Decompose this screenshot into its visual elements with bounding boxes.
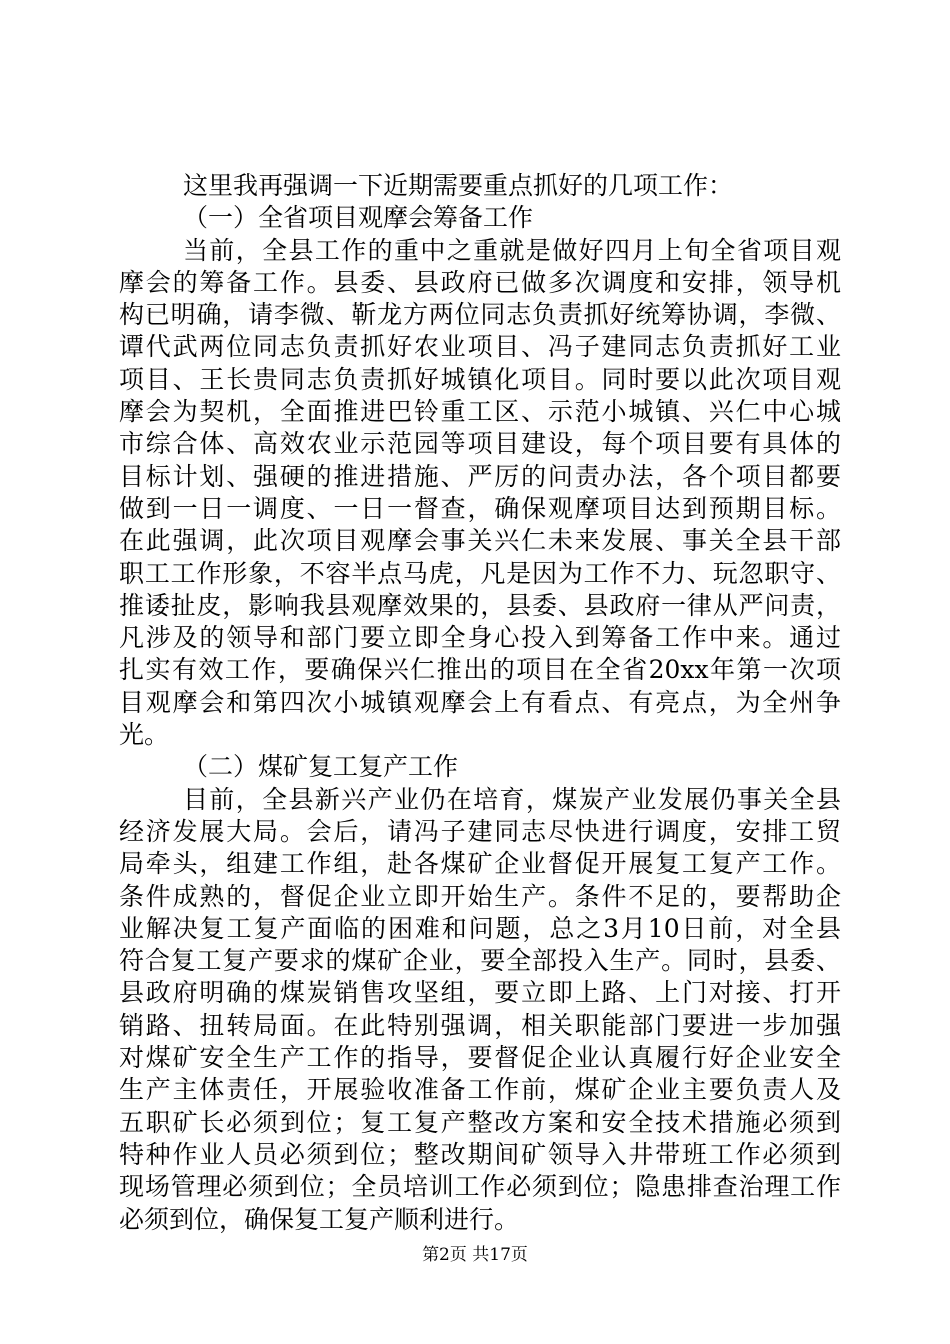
text-line: 符合复工复产要求的煤矿企业，要全部投入生产。同时，县委、 bbox=[119, 946, 841, 976]
text-line: （一）全省项目观摩会筹备工作 bbox=[183, 203, 534, 233]
text-line: 项目、王长贵同志负责抓好城镇化项目。同时要以此次项目观 bbox=[119, 364, 841, 394]
text-line: 构已明确，请李微、靳龙方两位同志负责抓好统筹协调，李微、 bbox=[119, 300, 841, 330]
text-line: 职工工作形象，不容半点马虎，凡是因为工作不力、玩忽职守、 bbox=[119, 558, 841, 588]
text-line: 扎实有效工作，要确保兴仁推出的项目在全省20xx年第一次项 bbox=[119, 655, 841, 685]
text-line: 五职矿长必须到位；复工复产整改方案和安全技术措施必须到 bbox=[119, 1107, 841, 1137]
text-line: 市综合体、高效农业示范园等项目建设，每个项目要有具体的 bbox=[119, 429, 841, 459]
text-line: 在此强调，此次项目观摩会事关兴仁未来发展、事关全县干部 bbox=[119, 526, 841, 556]
text-line: 必须到位，确保复工复产顺利进行。 bbox=[119, 1204, 520, 1234]
text-line: 当前，全县工作的重中之重就是做好四月上旬全省项目观 bbox=[183, 235, 841, 265]
text-line: 光。 bbox=[119, 720, 170, 750]
text-line: 摩会的筹备工作。县委、县政府已做多次调度和安排，领导机 bbox=[119, 267, 841, 297]
text-line: 凡涉及的领导和部门要立即全身心投入到筹备工作中来。通过 bbox=[119, 623, 841, 653]
text-line: 特种作业人员必须到位；整改期间矿领导入井带班工作必须到 bbox=[119, 1139, 841, 1169]
text-line: 局牵头，组建工作组，赴各煤矿企业督促开展复工复产工作。 bbox=[119, 849, 841, 879]
text-line: 推诿扯皮，影响我县观摩效果的，县委、县政府一律从严问责， bbox=[119, 590, 841, 620]
page-footer: 第2页 共17页 bbox=[422, 1245, 528, 1265]
text-line: 现场管理必须到位；全员培训工作必须到位；隐患排查治理工作 bbox=[119, 1172, 841, 1202]
text-line: 业解决复工复产面临的困难和问题，总之3月10日前，对全县 bbox=[119, 913, 841, 943]
document-body bbox=[119, 170, 841, 1236]
text-line: 条件成熟的，督促企业立即开始生产。条件不足的，要帮助企 bbox=[119, 881, 841, 911]
text-line: （二）煤矿复工复产工作 bbox=[183, 752, 459, 782]
text-line: 摩会为契机，全面推进巴铃重工区、示范小城镇、兴仁中心城 bbox=[119, 397, 841, 427]
text-line: 经济发展大局。会后，请冯子建同志尽快进行调度，安排工贸 bbox=[119, 816, 841, 846]
text-line: 谭代武两位同志负责抓好农业项目、冯子建同志负责抓好工业 bbox=[119, 332, 841, 362]
text-line: 做到一日一调度、一日一督查，确保观摩项目达到预期目标。 bbox=[119, 493, 841, 523]
text-line: 生产主体责任，开展验收准备工作前，煤矿企业主要负责人及 bbox=[119, 1075, 841, 1105]
text-line: 县政府明确的煤炭销售攻坚组，要立即上路、上门对接、打开 bbox=[119, 978, 841, 1008]
text-line: 销路、扭转局面。在此特别强调，相关职能部门要进一步加强 bbox=[119, 1010, 841, 1040]
text-line: 这里我再强调一下近期需要重点抓好的几项工作： bbox=[183, 171, 734, 200]
text-line: 目前，全县新兴产业仍在培育，煤炭产业发展仍事关全县 bbox=[183, 784, 841, 814]
text-line: 目观摩会和第四次小城镇观摩会上有看点、有亮点，为全州争 bbox=[119, 687, 841, 717]
text-line: 目标计划、强硬的推进措施、严厉的问责办法，各个项目都要 bbox=[119, 461, 841, 491]
text-line: 对煤矿安全生产工作的指导，要督促企业认真履行好企业安全 bbox=[119, 1043, 841, 1073]
